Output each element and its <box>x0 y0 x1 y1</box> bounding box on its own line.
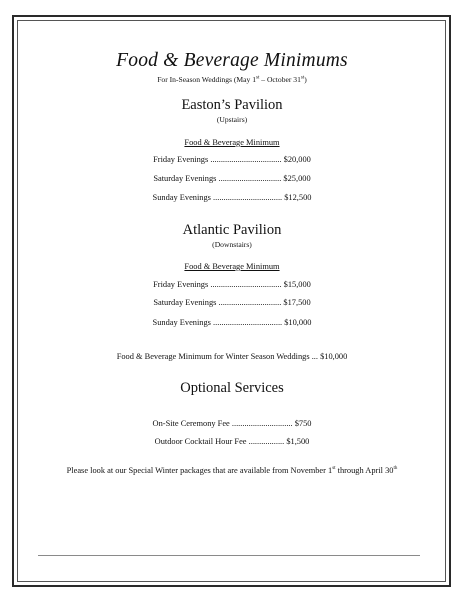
section-heading-eastons: Food & Beverage Minimum <box>184 138 280 147</box>
optional-services-title: Optional Services <box>180 380 284 396</box>
row-price: $25,000 <box>283 174 311 183</box>
row-leader: .................................. <box>210 280 282 289</box>
subtitle-middle: – October 31 <box>259 75 301 84</box>
row-leader: .............................. <box>218 174 282 183</box>
winter-minimum-line: Food & Beverage Minimum for Winter Season Weddings ... $10,000 <box>116 352 348 361</box>
section-title-eastons: Easton’s Pavilion <box>181 97 283 113</box>
price-row <box>0 193 464 202</box>
price-row <box>0 437 464 446</box>
row-price: $20,000 <box>283 155 311 164</box>
bottom-divider <box>38 555 420 556</box>
document-subtitle <box>0 75 464 84</box>
row-label: On-Site Ceremony Fee <box>152 419 230 428</box>
price-row <box>0 280 464 289</box>
row-leader: ................................. <box>213 193 283 202</box>
row-label: Sunday Evenings <box>152 318 211 327</box>
row-label: Saturday Evenings <box>153 174 217 183</box>
row-label: Outdoor Cocktail Hour Fee <box>154 437 247 446</box>
price-row <box>0 419 464 428</box>
row-leader: ................................. <box>213 318 283 327</box>
footer-sup-start: st <box>332 466 336 472</box>
section-heading-atlantic: Food & Beverage Minimum <box>184 262 280 271</box>
footer-note <box>0 466 464 475</box>
row-price: $17,500 <box>283 298 311 307</box>
price-row <box>0 318 464 327</box>
section-note-atlantic: (Downstairs) <box>212 240 252 249</box>
subtitle-suffix: ) <box>304 75 307 84</box>
row-price: $750 <box>294 419 312 428</box>
price-row <box>0 155 464 164</box>
row-price: $12,500 <box>284 193 312 202</box>
price-row <box>0 298 464 307</box>
section-note-eastons: (Upstairs) <box>216 115 248 124</box>
price-row <box>0 174 464 183</box>
document-title: Food & Beverage Minimums <box>116 50 348 71</box>
subtitle-sup-end: st <box>300 75 305 81</box>
row-leader: ............................. <box>231 419 293 428</box>
footer-sup-end: th <box>393 466 398 472</box>
row-price: $15,000 <box>283 280 311 289</box>
row-label: Friday Evenings <box>153 155 209 164</box>
row-price: $1,500 <box>286 437 310 446</box>
row-leader: .............................. <box>218 298 282 307</box>
row-leader: ................. <box>248 437 285 446</box>
row-leader: .................................. <box>210 155 282 164</box>
subtitle-prefix: For In-Season Weddings (May 1 <box>157 75 257 84</box>
row-price: $10,000 <box>284 318 312 327</box>
footer-prefix: Please look at our Special Winter packages that are available from November 1 <box>66 466 333 475</box>
row-label: Friday Evenings <box>153 280 209 289</box>
subtitle-sup-start: st <box>256 75 260 81</box>
footer-middle: through April 30 <box>335 466 394 475</box>
section-title-atlantic: Atlantic Pavilion <box>182 222 282 238</box>
row-label: Sunday Evenings <box>152 193 211 202</box>
row-label: Saturday Evenings <box>153 298 217 307</box>
